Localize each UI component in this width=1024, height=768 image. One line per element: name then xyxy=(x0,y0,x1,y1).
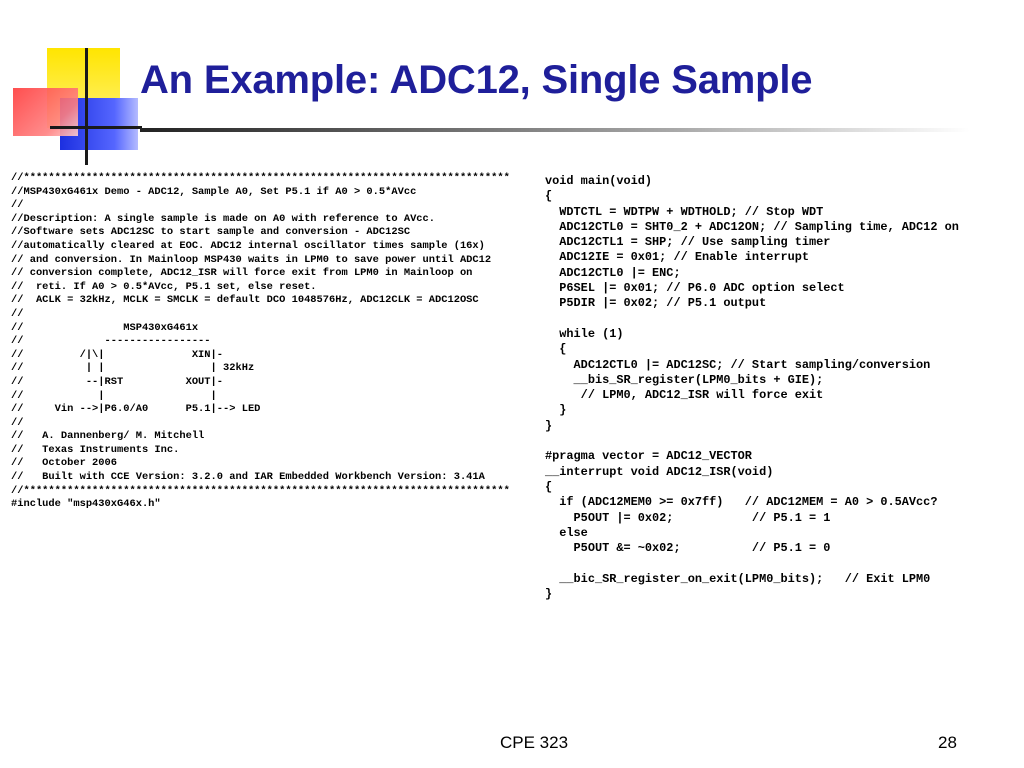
code-line: ADC12CTL1 = SHP; // Use sampling timer xyxy=(545,235,831,250)
code-line: __interrupt void ADC12_ISR(void) xyxy=(545,464,774,479)
footer-course: CPE 323 xyxy=(500,733,569,752)
code-line: //MSP430xG461x Demo - ADC12, Sample A0, Set P5.1 if A0 > 0.5*AVcc xyxy=(11,185,417,198)
code-line: // --|RST XOUT|- xyxy=(11,375,224,388)
code-line: // October 2006 xyxy=(11,457,118,470)
code-line: P5OUT &= ~0x02; // P5.1 = 0 xyxy=(545,541,831,556)
code-line: // LPM0, ADC12_ISR will force exit xyxy=(545,388,824,403)
code-line: } xyxy=(545,587,553,602)
code-line: void main(void) xyxy=(545,174,653,188)
title-underline xyxy=(140,128,970,132)
code-line: if (ADC12MEM0 >= 0x7ff) // ADC12MEM = A0 > 0.5AVcc? xyxy=(545,495,938,510)
code-line: else xyxy=(545,525,588,540)
code-line: // | | xyxy=(11,389,217,402)
code-line: // reti. If A0 > 0.5*AVcc, P5.1 set, else reset. xyxy=(11,280,317,293)
code-line: #pragma vector = ADC12_VECTOR xyxy=(545,449,752,464)
code-line: // xyxy=(11,307,24,320)
logo-horizontal-line xyxy=(50,126,142,129)
code-line: { xyxy=(545,189,553,204)
code-line: //****************************************************************************** xyxy=(11,484,510,497)
code-line: __bic_SR_register_on_exit(LPM0_bits); // Exit LPM0 xyxy=(545,571,931,586)
code-line: while (1) xyxy=(545,326,624,341)
code-line: __bis_SR_register(LPM0_bits + GIE); xyxy=(545,372,824,387)
code-line: // ACLK = 32kHz, MCLK = SMCLK = default DCO 1048576Hz, ADC12CLK = ADC12OSC xyxy=(11,294,479,307)
code-line: // | | | 32kHz xyxy=(11,362,255,375)
code-line: // ----------------- xyxy=(11,335,211,348)
code-line: // A. Dannenberg/ M. Mitchell xyxy=(11,430,205,443)
code-line: // Built with CCE Version: 3.2.0 and IAR Embedded Workbench Version: 3.41A xyxy=(11,471,485,484)
code-line: //Description: A single sample is made on A0 with reference to AVcc. xyxy=(11,212,436,225)
code-line: // Vin -->|P6.0/A0 P5.1|--> LED xyxy=(11,403,261,416)
code-line: //Software sets ADC12SC to start sample and conversion - ADC12SC xyxy=(11,226,411,239)
logo-vertical-line xyxy=(85,48,88,165)
code-line: P5DIR |= 0x02; // P5.1 output xyxy=(545,296,767,311)
slide-title: An Example: ADC12, Single Sample xyxy=(140,58,813,102)
page-number: 28 xyxy=(938,733,957,752)
code-line: // xyxy=(11,199,24,212)
code-line: ADC12CTL0 = SHT0_2 + ADC12ON; // Sampling time, ADC12 on xyxy=(545,219,959,234)
code-line: #include "msp430xG46x.h" xyxy=(11,498,161,511)
code-line: P5OUT |= 0x02; // P5.1 = 1 xyxy=(545,510,831,525)
code-line: // Texas Instruments Inc. xyxy=(11,443,180,456)
code-line: } xyxy=(545,403,567,418)
code-line xyxy=(545,434,959,449)
code-line: //automatically cleared at EOC. ADC12 internal oscillator times sample (16x) xyxy=(11,239,485,252)
code-line: { xyxy=(545,342,567,357)
code-line: ADC12CTL0 |= ADC12SC; // Start sampling/conversion xyxy=(545,357,931,372)
code-line xyxy=(545,556,959,571)
code-line: ADC12CTL0 |= ENC; xyxy=(545,265,681,280)
code-line: // xyxy=(11,416,24,429)
main-and-isr-code-block xyxy=(545,174,959,602)
code-line: } xyxy=(545,418,553,433)
code-line: ADC12IE = 0x01; // Enable interrupt xyxy=(545,250,810,265)
code-line: P6SEL |= 0x01; // P6.0 ADC option select xyxy=(545,281,845,296)
code-line: { xyxy=(545,479,553,494)
header-comment-code-block xyxy=(11,172,510,512)
code-line: // conversion complete, ADC12_ISR will force exit from LPM0 in Mainloop on xyxy=(11,267,473,280)
code-line: //****************************************************************************** xyxy=(11,172,510,184)
code-line: // MSP430xG461x xyxy=(11,321,199,334)
code-line: WDTCTL = WDTPW + WDTHOLD; // Stop WDT xyxy=(545,204,824,219)
code-line xyxy=(545,312,959,327)
code-line: // /|\| XIN|- xyxy=(11,348,224,361)
code-line: // and conversion. In Mainloop MSP430 waits in LPM0 to save power until ADC12 xyxy=(11,253,492,266)
